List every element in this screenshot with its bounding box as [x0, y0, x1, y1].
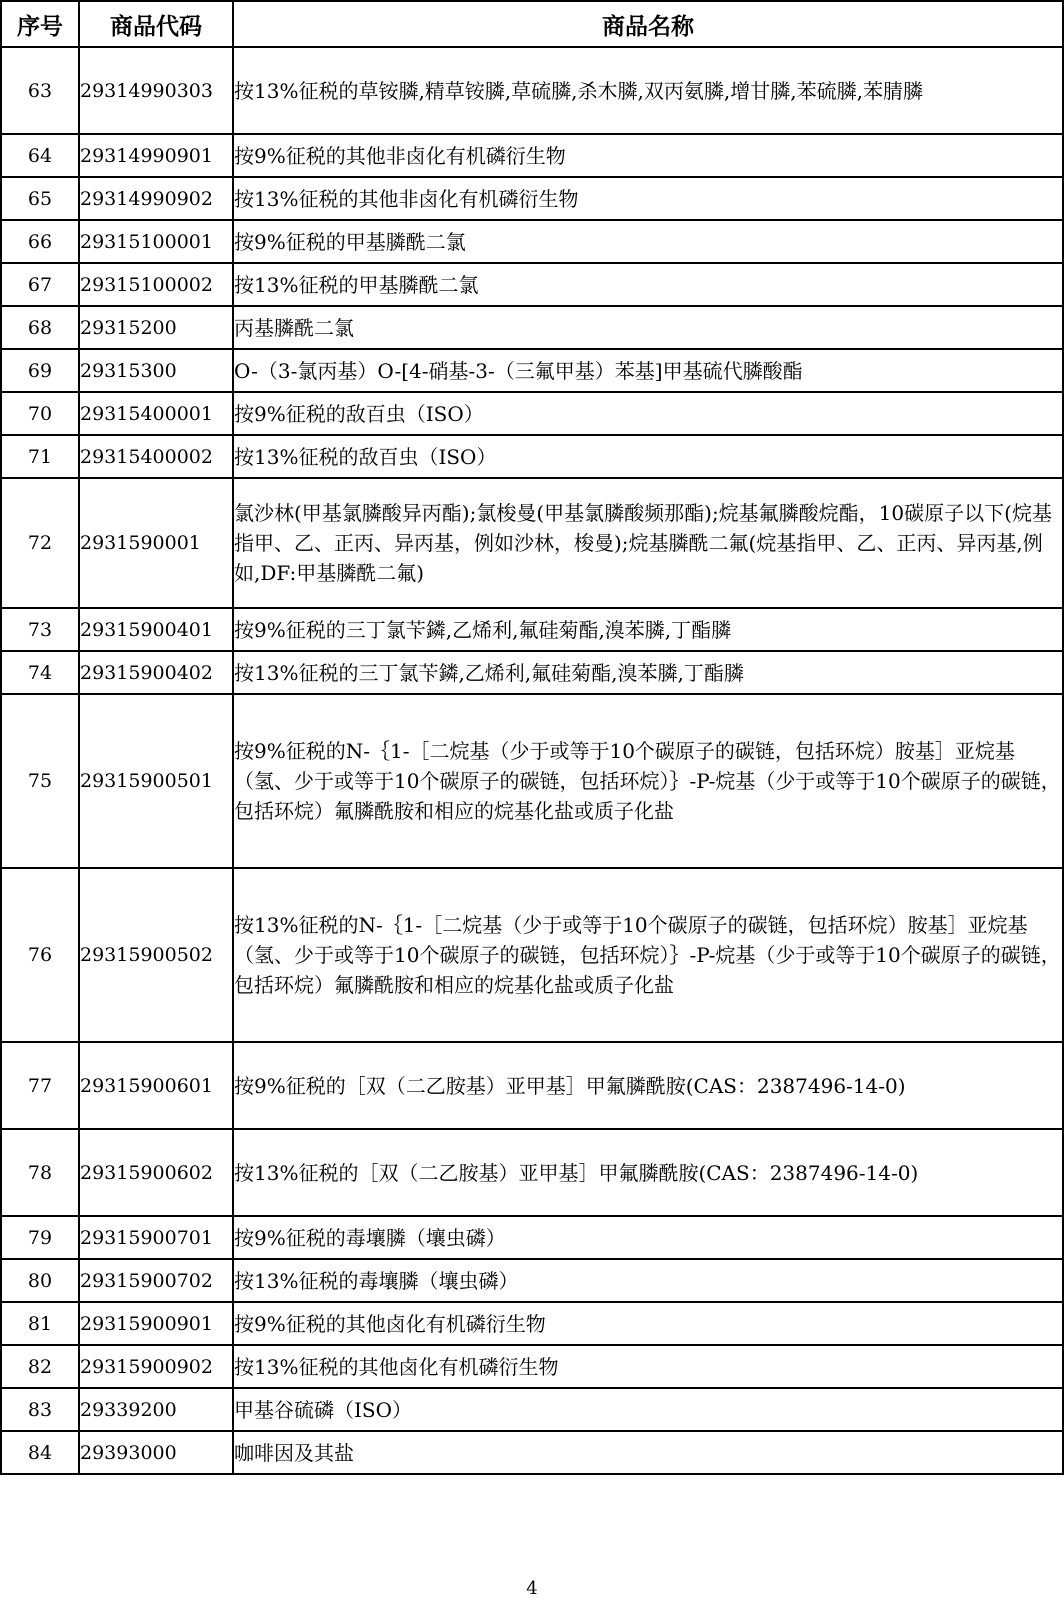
- serial-number-cell: 63: [1, 47, 79, 134]
- goods-name-cell: O-（3-氯丙基）O-[4-硝基-3-（三氟甲基）苯基]甲基硫代膦酸酯: [233, 349, 1063, 392]
- table-row: [1, 220, 1063, 263]
- table-row: [1, 608, 1063, 651]
- serial-number-cell: 68: [1, 306, 79, 349]
- table-row: [1, 134, 1063, 177]
- goods-name-cell: 按9%征税的N-｛1-［二烷基（少于或等于10个碳原子的碳链，包括环烷）胺基］亚烷基（氢、少于或等于10个碳原子的碳链，包括环烷）｝-P-烷基（少于或等于10个碳原子的碳链，包括环烷）氟膦酰胺和相应的烷基化盐或质子化盐: [233, 694, 1063, 868]
- table-row: [1, 694, 1063, 868]
- goods-code-cell: 29315900601: [79, 1042, 233, 1129]
- goods-name-cell: 按13%征税的毒壤膦（壤虫磷）: [233, 1259, 1063, 1302]
- goods-name-cell: 咖啡因及其盐: [233, 1431, 1063, 1474]
- goods-name-cell: 按13%征税的［双（二乙胺基）亚甲基］甲氟膦酰胺(CAS：2387496-14-0): [233, 1129, 1063, 1216]
- goods-code-cell: 29315900502: [79, 868, 233, 1042]
- goods-name-cell: 按9%征税的毒壤膦（壤虫磷）: [233, 1216, 1063, 1259]
- table-row: [1, 478, 1063, 608]
- goods-code-cell: 29314990303: [79, 47, 233, 134]
- serial-number-cell: 66: [1, 220, 79, 263]
- serial-number-cell: 76: [1, 868, 79, 1042]
- goods-name-cell: 按13%征税的甲基膦酰二氯: [233, 263, 1063, 306]
- table-row: [1, 1345, 1063, 1388]
- goods-name-cell: 甲基谷硫磷（ISO）: [233, 1388, 1063, 1431]
- goods-code-cell: 29315100002: [79, 263, 233, 306]
- serial-number-cell: 67: [1, 263, 79, 306]
- table-row: [1, 1129, 1063, 1216]
- goods-name-cell: 按13%征税的敌百虫（ISO）: [233, 435, 1063, 478]
- goods-code-cell: 29315400002: [79, 435, 233, 478]
- goods-name-cell: 按13%征税的三丁氯苄鏻,乙烯利,氟硅菊酯,溴苯膦,丁酯膦: [233, 651, 1063, 694]
- goods-code-cell: 29315900901: [79, 1302, 233, 1345]
- serial-number-cell: 73: [1, 608, 79, 651]
- serial-number-cell: 78: [1, 1129, 79, 1216]
- serial-number-cell: 72: [1, 478, 79, 608]
- table-row: [1, 349, 1063, 392]
- header-goods-name: 商品名称: [233, 1, 1063, 47]
- table-row: [1, 47, 1063, 134]
- serial-number-cell: 74: [1, 651, 79, 694]
- serial-number-cell: 64: [1, 134, 79, 177]
- goods-code-cell: 29315900902: [79, 1345, 233, 1388]
- goods-name-cell: 按13%征税的N-｛1-［二烷基（少于或等于10个碳原子的碳链，包括环烷）胺基］亚烷基（氢、少于或等于10个碳原子的碳链，包括环烷）｝-P-烷基（少于或等于10个碳原子的碳链，包括环烷）氟膦酰胺和相应的烷基化盐或质子化盐: [233, 868, 1063, 1042]
- serial-number-cell: 75: [1, 694, 79, 868]
- goods-name-cell: 丙基膦酰二氯: [233, 306, 1063, 349]
- serial-number-cell: 65: [1, 177, 79, 220]
- goods-name-cell: 按9%征税的敌百虫（ISO）: [233, 392, 1063, 435]
- serial-number-cell: 79: [1, 1216, 79, 1259]
- table-row: [1, 651, 1063, 694]
- table-row: [1, 1259, 1063, 1302]
- goods-name-cell: 按13%征税的草铵膦,精草铵膦,草硫膦,杀木膦,双丙氨膦,增甘膦,苯硫膦,苯腈膦: [233, 47, 1063, 134]
- page-number: 4: [526, 1578, 538, 1599]
- serial-number-cell: 69: [1, 349, 79, 392]
- serial-number-cell: 77: [1, 1042, 79, 1129]
- table-row: [1, 177, 1063, 220]
- goods-name-cell: 按9%征税的［双（二乙胺基）亚甲基］甲氟膦酰胺(CAS：2387496-14-0): [233, 1042, 1063, 1129]
- serial-number-cell: 70: [1, 392, 79, 435]
- goods-code-cell: 29315900501: [79, 694, 233, 868]
- goods-code-cell: 2931590001: [79, 478, 233, 608]
- table-row: [1, 1302, 1063, 1345]
- serial-number-cell: 80: [1, 1259, 79, 1302]
- serial-number-cell: 81: [1, 1302, 79, 1345]
- goods-name-cell: 按13%征税的其他卤化有机磷衍生物: [233, 1345, 1063, 1388]
- table-row: [1, 263, 1063, 306]
- goods-code-cell: 29315200: [79, 306, 233, 349]
- table-row: [1, 306, 1063, 349]
- table-row: [1, 1216, 1063, 1259]
- table-row: [1, 435, 1063, 478]
- serial-number-cell: 83: [1, 1388, 79, 1431]
- goods-name-cell: 按9%征税的甲基膦酰二氯: [233, 220, 1063, 263]
- serial-number-cell: 71: [1, 435, 79, 478]
- serial-number-cell: 84: [1, 1431, 79, 1474]
- table-row: [1, 868, 1063, 1042]
- goods-code-cell: 29314990902: [79, 177, 233, 220]
- table-header-row: [1, 1, 1063, 47]
- goods-code-cell: 29315100001: [79, 220, 233, 263]
- goods-name-cell: 按9%征税的其他非卤化有机磷衍生物: [233, 134, 1063, 177]
- table-row: [1, 1388, 1063, 1431]
- goods-code-cell: 29339200: [79, 1388, 233, 1431]
- serial-number-cell: 82: [1, 1345, 79, 1388]
- goods-code-cell: 29315400001: [79, 392, 233, 435]
- goods-code-cell: 29315900702: [79, 1259, 233, 1302]
- goods-code-cell: 29393000: [79, 1431, 233, 1474]
- goods-code-cell: 29315300: [79, 349, 233, 392]
- goods-name-cell: 按9%征税的三丁氯苄鏻,乙烯利,氟硅菊酯,溴苯膦,丁酯膦: [233, 608, 1063, 651]
- header-goods-code: 商品代码: [79, 1, 233, 47]
- goods-name-cell: 按13%征税的其他非卤化有机磷衍生物: [233, 177, 1063, 220]
- goods-name-cell: 氯沙林(甲基氯膦酸异丙酯);氯梭曼(甲基氯膦酸频那酯);烷基氟膦酸烷酯，10碳原子以下(烷基指甲、乙、正丙、异丙基，例如沙林，梭曼);烷基膦酰二氟(烷基指甲、乙、正丙、异丙基,例如,DF:甲基膦酰二氟): [233, 478, 1063, 608]
- goods-code-cell: 29315900402: [79, 651, 233, 694]
- table-row: [1, 1042, 1063, 1129]
- table-row: [1, 1431, 1063, 1474]
- goods-code-cell: 29314990901: [79, 134, 233, 177]
- goods-code-cell: 29315900602: [79, 1129, 233, 1216]
- goods-name-cell: 按9%征税的其他卤化有机磷衍生物: [233, 1302, 1063, 1345]
- table-row: [1, 392, 1063, 435]
- goods-code-cell: 29315900401: [79, 608, 233, 651]
- goods-code-cell: 29315900701: [79, 1216, 233, 1259]
- header-serial-number: 序号: [1, 1, 79, 47]
